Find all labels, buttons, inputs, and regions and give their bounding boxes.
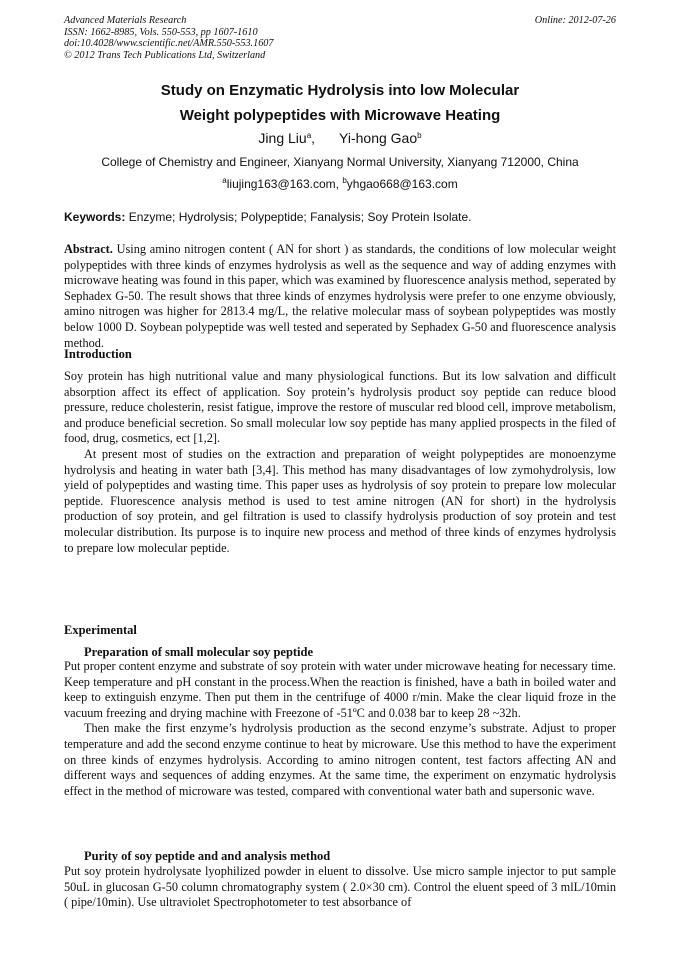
online-date: Online: 2012-07-26	[534, 15, 616, 26]
experimental-paragraph-3: Put soy protein hydrolysate lyophilized powder in eluent to dissolve. Use micro sample injector to put sample 50uL in glucosan G-50 column chromatography system ( 2.0×30 cm). Control the eluent speed of 3 mlL/10min ( pipe/10min). Use ultraviolet Spectrophotometer to test absorbance of	[64, 864, 616, 910]
issn-line: ISSN: 1662-8985, Vols. 550-553, pp 1607-1610	[64, 26, 258, 38]
title-line-2: Weight polypeptides with Microwave Heating	[179, 107, 501, 124]
experimental-heading: Experimental	[64, 623, 137, 637]
keywords-label: Keywords:	[64, 210, 126, 224]
keywords	[64, 209, 616, 226]
email-2: yhgao668@163.com	[346, 177, 458, 191]
abstract	[64, 242, 616, 351]
email-2-marker: b	[342, 176, 347, 185]
preparation-subheading: Preparation of small molecular soy peptide	[84, 645, 314, 659]
title-line-1: Study on Enzymatic Hydrolysis into low Molecular	[160, 82, 520, 99]
experimental-body	[64, 659, 616, 799]
introduction-heading: Introduction	[64, 347, 132, 361]
purity-body	[64, 864, 616, 911]
copyright-line: © 2012 Trans Tech Publications Ltd, Switzerland	[64, 49, 266, 61]
journal-name: Advanced Materials Research	[64, 15, 187, 26]
doi-line: doi:10.4028/www.scientific.net/AMR.550-553.1607	[64, 38, 274, 50]
author-1-marker: a	[306, 131, 312, 140]
abstract-label: Abstract.	[64, 242, 113, 256]
author-2-marker: b	[417, 131, 422, 140]
abstract-text: Using amino nitrogen content ( AN for short ) as standards, the conditions of low molecular weight polypeptides with three kinds of enzymes hydrolysis as well as the sequence and way of adding enzymes with microwave heating was found in this paper, which was examined by fluorescence analysis method, seperated by Sephadex G-50. The result shows that three kinds of enzymes hydrolysis were prefer to one enzyme obviously, amino nitrogen was higher for 2813.4 mg/L, the relative molecular mass of soybean polypeptides was mostly below 1000 D. Soybean polypeptide was well tested and seperated by Sephadex G-50 and fluorescence analysis method.	[64, 242, 616, 350]
author-1: Jing Liu	[258, 130, 307, 146]
journal-header	[64, 15, 616, 61]
purity-subheading: Purity of soy peptide and and analysis method	[84, 849, 331, 863]
experimental-paragraph-1: Put proper content enzyme and substrate of soy protein with water under microwave heating for necessary time. Keep temperature and pH constant in the process.When the reaction is finished, have a bath in boiled water and keep to extinguish enzyme. Then put them in the centrifuge of 4000 r/min. Make the clear liquid froze in the vacuum freezing and drying machine with Freezone of -51ºC and 0.038 bar to keep 28 ~32h.	[64, 659, 616, 720]
author-separator: ,	[311, 130, 316, 146]
introduction-body	[64, 369, 616, 556]
email-1: liujing163@163.com,	[226, 177, 343, 191]
author-emails	[64, 176, 616, 193]
author-list	[64, 128, 616, 148]
introduction-paragraph-1: Soy protein has high nutritional value and many physiological functions. But its low salvation and difficult absorption affect its effect of application. Soy protein’s hydrolysis product soy peptide can reduce blood pressure, reduce cholesterin, resist fatigue, improve the restore of muscular red blood cell, improve metabolism, and produce beneficial secretion. So small molecular low soy peptide has many applied prospects in the filed of food, drug, cosmetics, ect [1,2].	[64, 369, 616, 446]
affiliation: College of Chemistry and Engineer, Xianyang Normal University, Xianyang 712000, China	[101, 155, 579, 169]
introduction-paragraph-2: At present most of studies on the extraction and preparation of weight polypeptides are monoenzyme hydrolysis and heating in water bath [3,4]. This method has many disadvantages of low zymohydrolysis, low yield of polypeptides and wasting time. This paper uses as hydrolysis of soy protein to prepare low molecular peptide. Fluorescence analysis method is used to test amine nitrogen (AN for short) in the hydrolysis production of soy protein, and gel filtration is used to classify hydrolysis production of soy protein and test molecular distribution. Its purpose is to inquire new process and method of three kinds of enzymes hydrolysis to prepare low molecular peptide.	[64, 446, 616, 555]
keywords-text: Enzyme; Hydrolysis; Polypeptide; Fanalysis; Soy Protein Isolate.	[125, 210, 472, 224]
author-2: Yi-hong Gao	[339, 130, 418, 146]
experimental-paragraph-2: Then make the first enzyme’s hydrolysis production as the second enzyme’s substrate. Adjust to proper temperature and add the second enzyme continue to heat by microware. Use this method to have the experiment on three kinds of enzymes hydrolysis. According to amino nitrogen content, test factors affecting AN and different ways and sequences of adding enzymes. At the same time, the experiment on enzymatic hydrolysis effect in the method of microware was tested, compared with conventional water bath and supersonic wave.	[64, 721, 616, 798]
paper-title	[64, 78, 616, 128]
email-1-marker: a	[222, 176, 227, 185]
